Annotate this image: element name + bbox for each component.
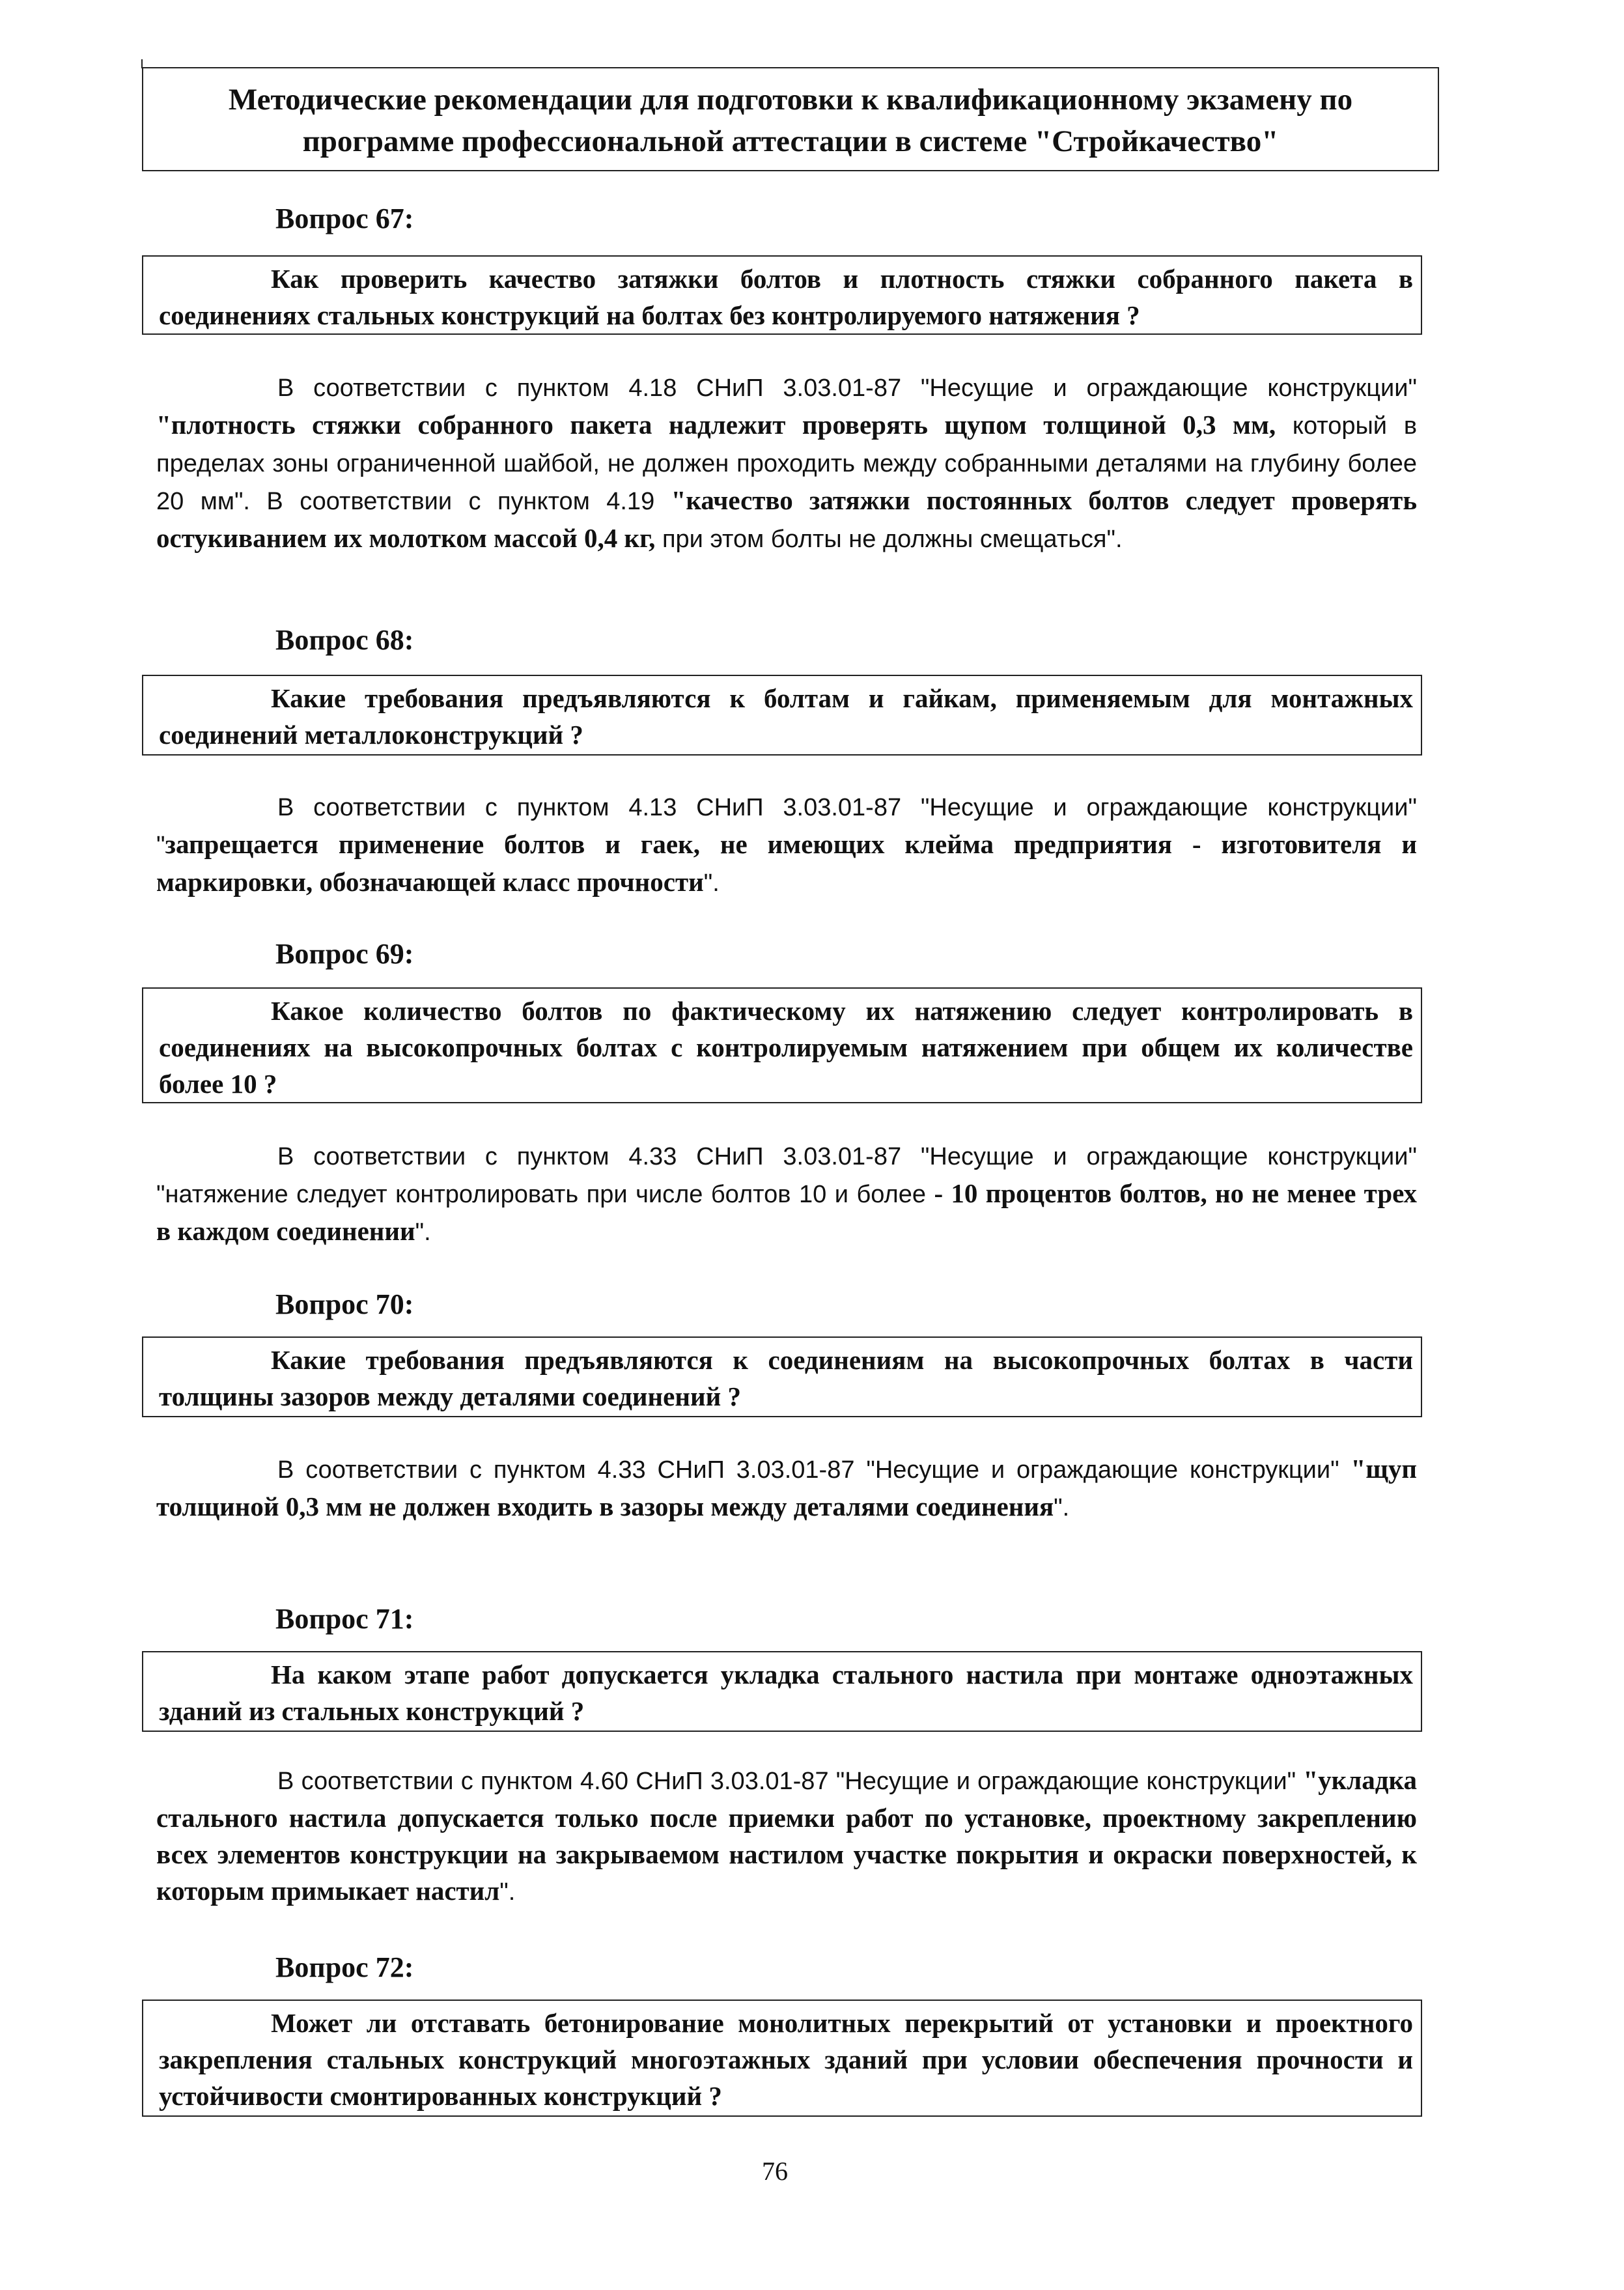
answer-segment: ".: [1054, 1494, 1070, 1521]
answer-segment: В соответствии с пунктом 4.33 СНиП 3.03.01-87 "Несущие и ограждающие конструкции" "натяжение следует контролировать при числе болтов 10 и более: [156, 1143, 1417, 1208]
answer-70: [156, 1450, 1417, 1526]
document-header: [142, 67, 1439, 171]
question-70-box: [142, 1336, 1422, 1417]
answer-segment: "укладка стального настила допускается только после приемки работ по установке, проектному закреплению всех элементов конструкции на закрываемом настилом участке покрытия и окраски поверхностей, к которым примыкает настил: [156, 1765, 1417, 1906]
question-68-box: [142, 675, 1422, 756]
question-72-label: Вопрос 72:: [275, 1951, 414, 1983]
question-67-box: [142, 255, 1422, 335]
question-70-label: Вопрос 70:: [275, 1288, 414, 1320]
answer-segment: - 10 процентов болтов, но не менее трех в каждом соединении: [156, 1178, 1417, 1246]
answer-68: [156, 788, 1417, 901]
question-68-label: Вопрос 68:: [275, 624, 414, 656]
question-69-label: Вопрос 69:: [275, 938, 414, 970]
answer-segment: В соответствии с пунктом 4.33 СНиП 3.03.01-87 "Несущие и ограждающие конструкции": [277, 1456, 1351, 1484]
question-69-box: [142, 987, 1422, 1103]
header-line-2: программе профессиональной аттестации в системе "Стройкачество": [302, 124, 1279, 158]
question-71-label: Вопрос 71:: [275, 1603, 414, 1635]
header-corner-mark: [141, 59, 143, 68]
answer-segment: "щуп толщиной 0,3 мм не должен входить в зазоры между деталями соединения: [156, 1454, 1417, 1521]
header-line-1: Методические рекомендации для подготовки к квалификационному экзамену по: [228, 83, 1353, 117]
answer-segment: запрещается применение болтов и гаек, не имеющих клейма предприятия - изготовителя и маркировки, обозначающей класс прочности: [156, 829, 1417, 897]
answer-segment: В соответствии с пунктом 4.60 СНиП 3.03.01-87 "Несущие и ограждающие конструкции": [277, 1768, 1304, 1795]
answer-segment: ".: [703, 869, 720, 897]
question-69-text: Какое количество болтов по фактическому их натяжению следует контролировать в соединениях на высокопрочных болтах с контролируемым натяжением при общем их количестве более 10 ?: [159, 996, 1413, 1099]
answer-segment: ".: [415, 1219, 431, 1246]
answer-segment: В соответствии с пунктом 4.18 СНиП 3.03.01-87 "Несущие и ограждающие конструкции": [277, 375, 1417, 402]
page-number: 76: [762, 2156, 788, 2186]
question-68-text: Какие требования предъявляются к болтам и гайкам, применяемым для монтажных соединений металлоконструкций ?: [159, 683, 1413, 750]
answer-71: [156, 1762, 1417, 1910]
answer-segment: ".: [499, 1878, 516, 1906]
question-71-text: На каком этапе работ допускается укладка стального настила при монтаже одноэтажных зданий из стальных конструкций ?: [159, 1660, 1413, 1726]
answer-segment: "качество затяжки постоянных болтов следует проверять остукиванием их молотком массой 0,4 кг,: [156, 485, 1417, 553]
answer-segment: который в пределах зоны ограниченной шайбой, не должен проходить между собранными деталями на глубину более 20 мм". В соответствии с пунктом 4.19: [156, 412, 1418, 515]
question-71-box: [142, 1651, 1422, 1732]
answer-segment: В соответствии с пунктом 4.13 СНиП 3.03.01-87 "Несущие и ограждающие конструкции" ": [156, 794, 1417, 859]
question-70-text: Какие требования предъявляются к соединениям на высокопрочных болтах в части толщины зазоров между деталями соединений ?: [159, 1345, 1413, 1411]
question-72-box: [142, 2000, 1422, 2117]
answer-69: [156, 1137, 1417, 1251]
question-72-text: Может ли отставать бетонирование монолитных перекрытий от установки и проектного закрепления стальных конструкций многоэтажных зданий при условии обеспечения прочности и устойчивости смонтированных конструкций ?: [159, 2008, 1413, 2111]
question-67-text: Как проверить качество затяжки болтов и плотность стяжки собранного пакета в соединениях стальных конструкций на болтах без контролируемого натяжения ?: [159, 264, 1413, 330]
answer-segment: "плотность стяжки собранного пакета надлежит проверять щупом толщиной 0,3 мм,: [156, 410, 1276, 440]
answer-67: [156, 369, 1417, 558]
question-67-label: Вопрос 67:: [275, 203, 414, 234]
answer-segment: при этом болты не должны смещаться".: [655, 526, 1123, 553]
